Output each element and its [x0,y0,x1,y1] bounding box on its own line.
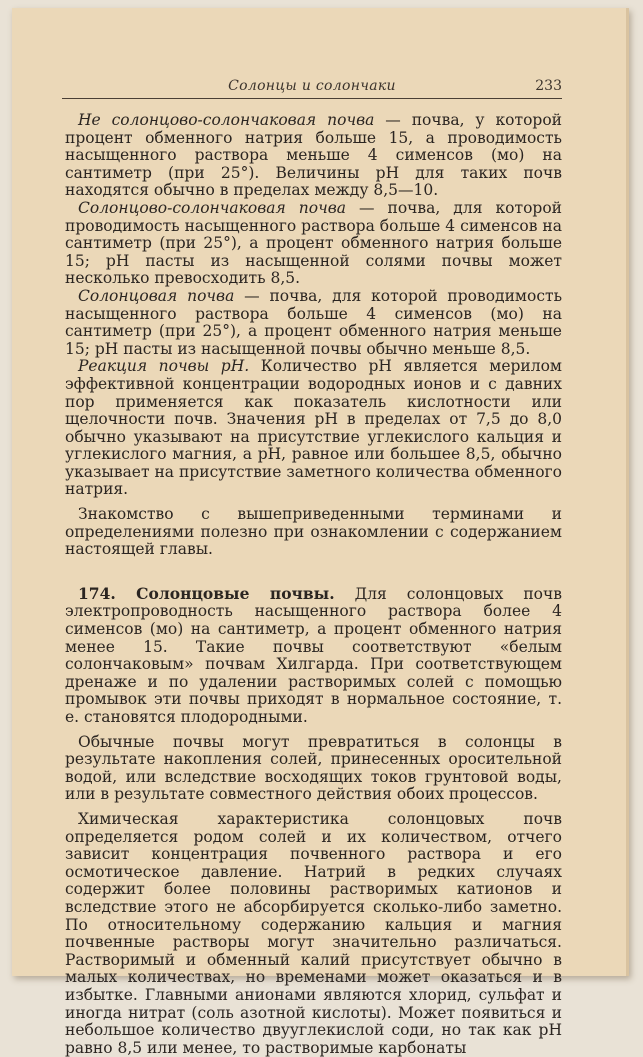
book-page [12,8,629,1057]
paragraph-text: — почва, для которой проводимость насыщенного раствора больше 4 сименсов (мо) на сантиметр (при 25°), а процент обменного натрия меньше 15; pH пасты из насыщенной почвы обычно меньше 8,5. [65,286,563,358]
term: Солонцово-солончаковая почва [78,198,346,217]
paragraph-definition-solonetz [65,288,562,358]
paragraph-text-1: Обычные почвы могут превратиться в солонцы в результате накопления солей, принесенных оросительной водой, или вследствие восходящих токов грунтовой воды, или в результате совместного действия обоих процессов. [65,732,562,804]
section-174 [65,585,562,727]
paragraph-definition-ph [65,358,562,499]
page-header [62,68,562,99]
paragraph-text: Количество pH является мерилом эффективной концентрации водородных ионов и с давних пор применяется как показатель кислотности или щелочности почв. Значения pH в пределах от 7,5 до 8,0 обычно указывают на присутствие углекислого кальция и углекислого магния, а pH, равное или большее 8,5, обычно указывает на присутствие заметного количества обменного натрия. [65,357,562,499]
section-heading: 174. Солонцовые почвы. [78,583,335,603]
term: Солонцовая почва [78,286,235,305]
paragraph-intro-note: Знакомство с вышеприведенными терминами и определениями полезно при ознакомлении с содержанием настоящей главы. [65,505,562,559]
term: Не солонцово-солончаковая почва [78,111,375,129]
paragraph-definition-non-solonetz [65,112,562,200]
term: Реакция почвы pH. [78,357,250,376]
paragraph-text: — почва, у которой процент обменного натрия больше 15, а проводимость насыщенного раствора меньше 4 сименсов (мо) на сантиметр (при 25°). Величины pH для таких почв находятся обычно в пределах между 8,5—10. [65,111,562,200]
running-title: Солонцы и солончаки [228,78,396,94]
page-body [65,112,562,1057]
paragraph-text-2: Химическая характеристика солонцовых почв определяется родом солей и их количеством, отчего зависит концентрация почвенного раствора и его осмотическое давление. Натрий в редких случаях содержит более половины растворимых катионов и вследствие этого не абсорбируется сколько-либо заметно. По относительному содержанию кальция и магния почвенные растворы могут значительно различаться. Растворимый и обменный калий присутствует обычно в малых количествах, но временами может оказаться и в избытке. Главными анионами являются хлорид, сульфат и иногда нитрат (соль азотной кислоты). Может появиться и небольшое количество двууглекислой соди, но так как pH равно 8,5 или менее, то растворимые карбонаты [65,809,562,1057]
paragraph-text: — почва, для которой проводимость насыщенного раствора больше 4 сименсов на сантиметр (при 25°), а процент обменного натрия больше 15; pH пасты из насыщенной солями почвы может несколько превосходить 8,5. [65,198,562,288]
paragraph-text: Для солонцовых почв электропроводность насыщенного раствора более 4 сименсов (мо) на сантиметр, а процент обменного натрия менее 15. Такие почвы соответствуют «белым солончаковым» почвам Хилгарда. При соответствующем дренаже и по удалении растворимых солей с помощью промывок эти почвы приходят в нормальное состояние, т. е. становятся плодородными. [65,584,562,726]
paragraph-definition-solonetz-solonchak [65,200,562,288]
page-number: 233 [535,78,562,94]
